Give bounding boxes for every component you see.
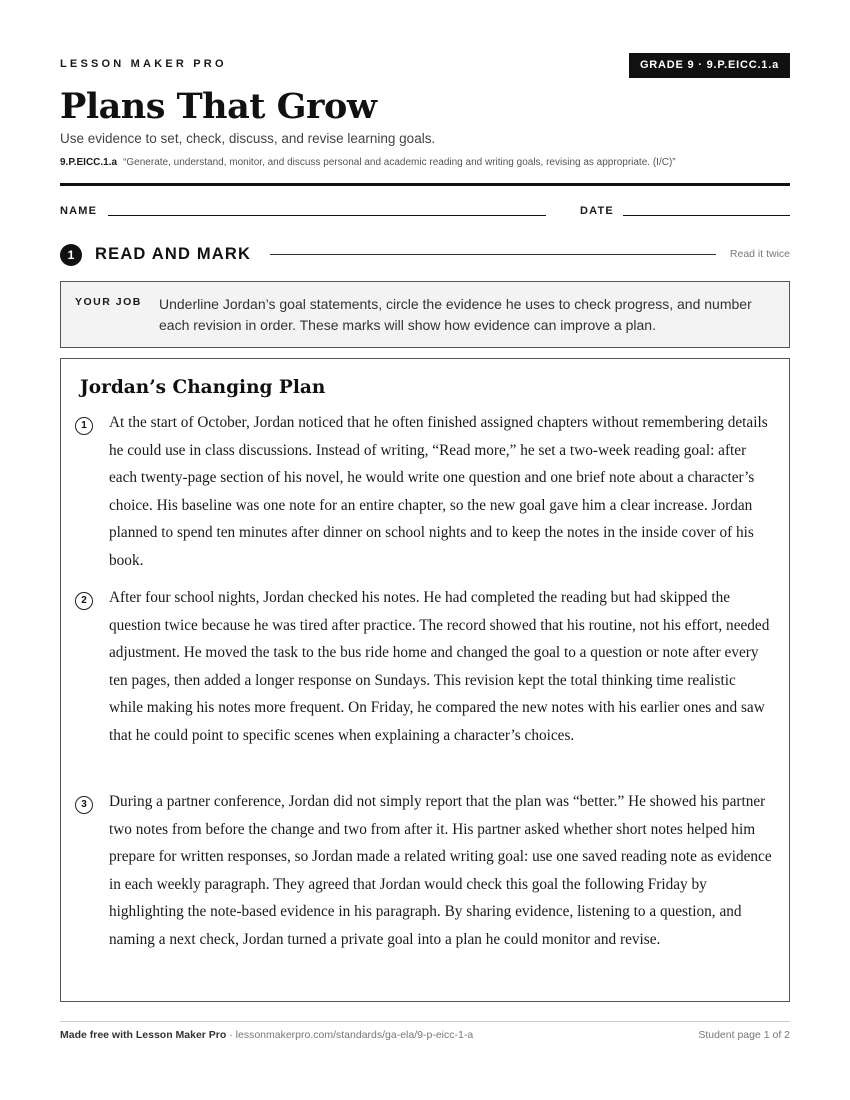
- worksheet-page: [60, 0, 790, 1100]
- footer-page-number: Student page 1 of 2: [698, 1029, 790, 1041]
- footer-credit: [60, 1029, 473, 1041]
- passage-title: Jordan’s Changing Plan: [80, 377, 326, 398]
- date-label: DATE: [580, 205, 614, 217]
- your-job-text: Underline Jordan’s goal statements, circle the evidence he uses to check progress, and number each revision in order. These marks will show how evidence can improve a plan.: [159, 296, 752, 333]
- section-divider: [270, 254, 716, 255]
- footer-divider: [60, 1021, 790, 1022]
- section-number-badge: 1: [60, 244, 82, 266]
- standard-text: “Generate, understand, monitor, and discuss personal and academic reading and writing goals, revising as appropriate. (I/C)”: [123, 157, 676, 168]
- header-divider: [60, 183, 790, 186]
- your-job-label: YOUR JOB: [75, 296, 142, 308]
- grade-badge: GRADE 9 · 9.P.EICC.1.a: [629, 53, 790, 78]
- your-job-box: [60, 281, 790, 348]
- paragraph-number-2: 2: [75, 592, 93, 610]
- name-label: NAME: [60, 205, 98, 217]
- standard-line: [60, 157, 676, 168]
- footer-url: · lessonmakerpro.com/standards/ga-ela/9-p-eicc-1-a: [226, 1029, 474, 1041]
- paragraph-text-1: At the start of October, Jordan noticed that he often finished assigned chapters without remembering details he could use in class discussions. Instead of writing, “Read more,” he set a two-week reading goal: after each twenty-page section of his novel, he would write one question and one brief note about a character’s choice. His baseline was one note for an entire chapter, so the new goal gave him a clear increase. Jordan planned to spend ten minutes after dinner on school nights and to keep the notes in the inside cover of his book.: [109, 414, 768, 569]
- page-title: Plans That Grow: [60, 86, 377, 127]
- paragraph-number-3: 3: [75, 796, 93, 814]
- section-note: Read it twice: [729, 248, 790, 260]
- paragraph-number-1: 1: [75, 417, 93, 435]
- date-field[interactable]: [623, 215, 790, 216]
- brand-name: LESSON MAKER PRO: [60, 58, 227, 70]
- page-subtitle: Use evidence to set, check, discuss, and revise learning goals.: [60, 131, 436, 146]
- paragraph-text-3: During a partner conference, Jordan did not simply report that the plan was “better.” He showed his partner two notes from before the change and two from after it. His partner asked whether short notes helped him prepare for written responses, so Jordan made a related writing goal: use one saved reading note as evidence in each weekly paragraph. They agreed that Jordan would check this goal the following Friday by highlighting the note-based evidence in his paragraph. By sharing evidence, listening to a question, and naming a next check, Jordan turned a private goal into a plan he could monitor and revise.: [109, 793, 772, 948]
- reading-passage-box: [60, 358, 790, 1002]
- paragraph-text-2: After four school nights, Jordan checked his notes. He had completed the reading but had skipped the question twice because he was tired after practice. The record showed that his routine, not his effort, needed adjustment. He moved the task to the bus ride home and changed the goal to a question or note after every ten pages, then added a longer response on Sundays. This revision kept the total thinking time realistic while making his notes more frequent. On Friday, he compared the new notes with his earlier ones and saw that he could point to specific scenes when explaining a character’s choices.: [109, 589, 770, 744]
- name-field[interactable]: [108, 215, 546, 216]
- footer-made-with: Made free with Lesson Maker Pro: [60, 1029, 227, 1041]
- standard-code: 9.P.EICC.1.a: [60, 157, 118, 168]
- section-title: READ AND MARK: [95, 245, 252, 263]
